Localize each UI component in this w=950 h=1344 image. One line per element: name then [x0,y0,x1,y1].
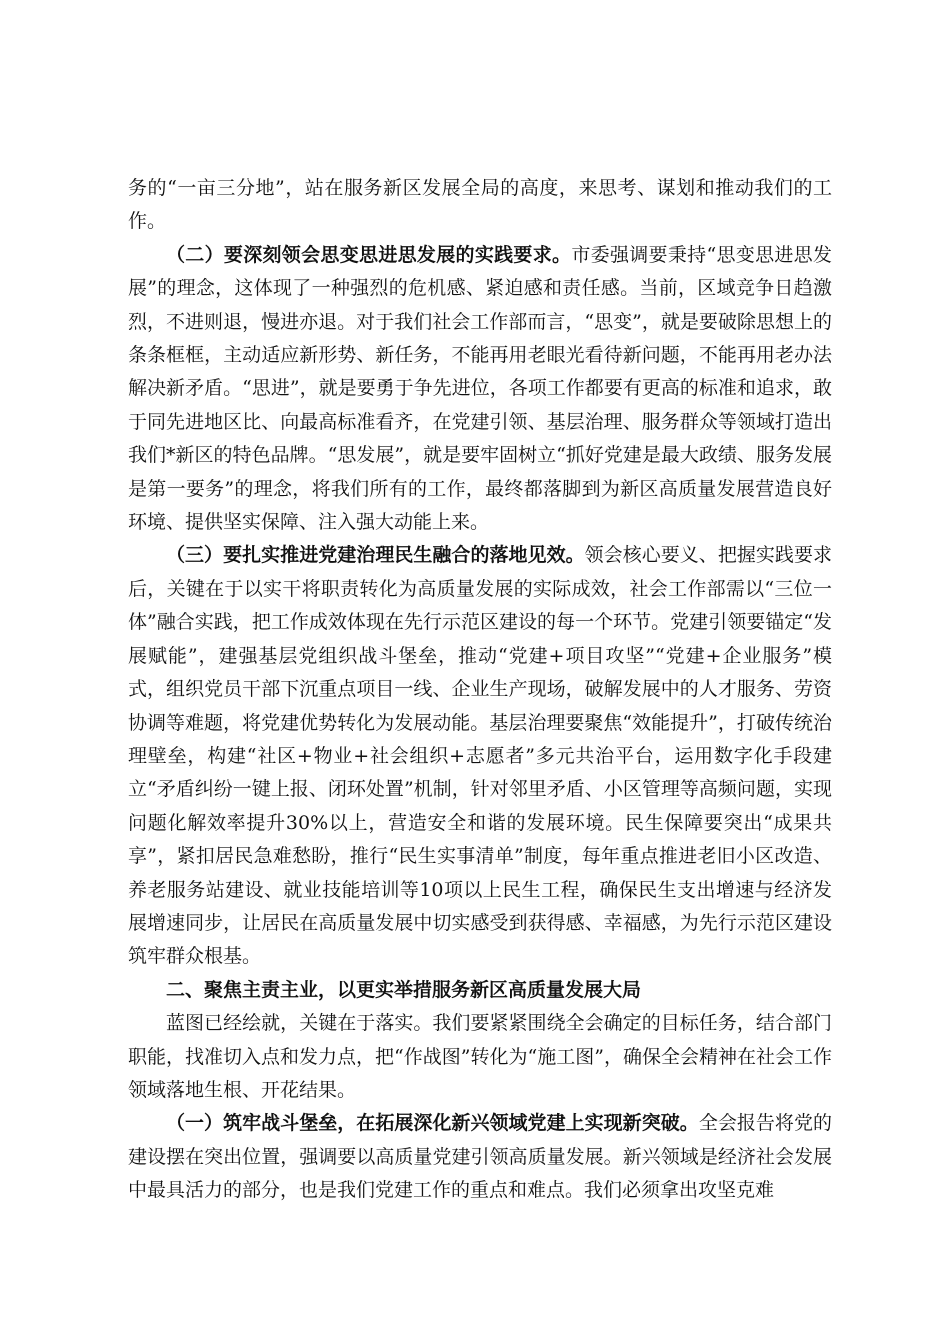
part-two-heading [128,974,832,1007]
section-heading: （三）要扎实推进党建治理民生融合的落地见效。 [166,544,585,567]
paragraph-text: 领会核心要义、把握实践要求后，关键在于以实干将职责转化为高质量发展的实际成效，社会工作部需以“三位一体”融合实践，把工作成效体现在先行示范区建设的每一个环节。党建引领要锚定“发展赋能”，建强基层党组织战斗堡垒，推动“党建+项目攻坚”“党建+企业服务”模式，组织党员干部下沉重点项目一线、企业生产现场，破解发展中的人才服务、劳资协调等难题，将党建优势转化为发展动能。基层治理要聚焦“效能提升”，打破传统治理壁垒，构建“社区+物业+社会组织+志愿者”多元共治平台，运用数字化手段建立“矛盾纠纷一键上报、闭环处置”机制，针对邻里矛盾、小区管理等高频问题，实现问题化解效率提升30%以上，营造安全和谐的发展环境。民生保障要突出“成果共享”，紧扣居民急难愁盼，推行“民生实事清单”制度，每年重点推进老旧小区改造、养老服务站建设、就业技能培训等10项以上民生工程，确保民生支出增速与经济发展增速同步，让居民在高质量发展中切实感受到获得感、幸福感，为先行示范区建设筑牢群众根基。 [128,544,832,968]
paragraph-continuation [128,172,832,239]
paragraph-section-two [128,239,832,540]
section-heading: （二）要深刻领会思变思进思发展的实践要求。 [166,243,572,266]
paragraph-subsection-one [128,1107,832,1207]
paragraph-section-three [128,539,832,973]
part-heading: 二、聚焦主责主业，以更实举措服务新区高质量发展大局 [166,978,642,1001]
paragraph-text: 市委强调要秉持“思变思进思发展”的理念，这体现了一种强烈的危机感、紧迫感和责任感。当前，区域竞争日趋激烈，不进则退，慢进亦退。对于我们社会工作部而言，“思变”，就是要破除思想上的条条框框，主动适应新形势、新任务，不能再用老眼光看待新问题，不能再用老办法解决新矛盾。“思进”，就是要勇于争先进位，各项工作都要有更高的标准和追求，敢于同先进地区比、向最高标准看齐，在党建引领、基层治理、服务群众等领域打造出我们*新区的特色品牌。“思发展”，就是要牢固树立“抓好党建是最大政绩、服务发展是第一要务”的理念，将我们所有的工作，最终都落脚到为新区高质量发展营造良好环境、提供坚实保障、注入强大动能上来。 [128,243,832,534]
document-page [128,172,832,1208]
section-heading: （一）筑牢战斗堡垒，在拓展深化新兴领域党建上实现新突破。 [166,1112,699,1135]
paragraph-text: 务的“一亩三分地”，站在服务新区发展全局的高度，来思考、谋划和推动我们的工作。 [128,177,832,233]
paragraph-text: 全会报告将党的建设摆在突出位置，强调要以高质量党建引领高质量发展。新兴领域是经济社会发展中最具活力的部分，也是我们党建工作的重点和难点。我们必须拿出攻坚克难 [128,1112,832,1202]
paragraph-intro [128,1007,832,1107]
paragraph-text: 蓝图已经绘就，关键在于落实。我们要紧紧围绕全会确定的目标任务，结合部门职能，找准切入点和发力点，把“作战图”转化为“施工图”，确保全会精神在社会工作领域落地生根、开花结果。 [128,1012,832,1101]
